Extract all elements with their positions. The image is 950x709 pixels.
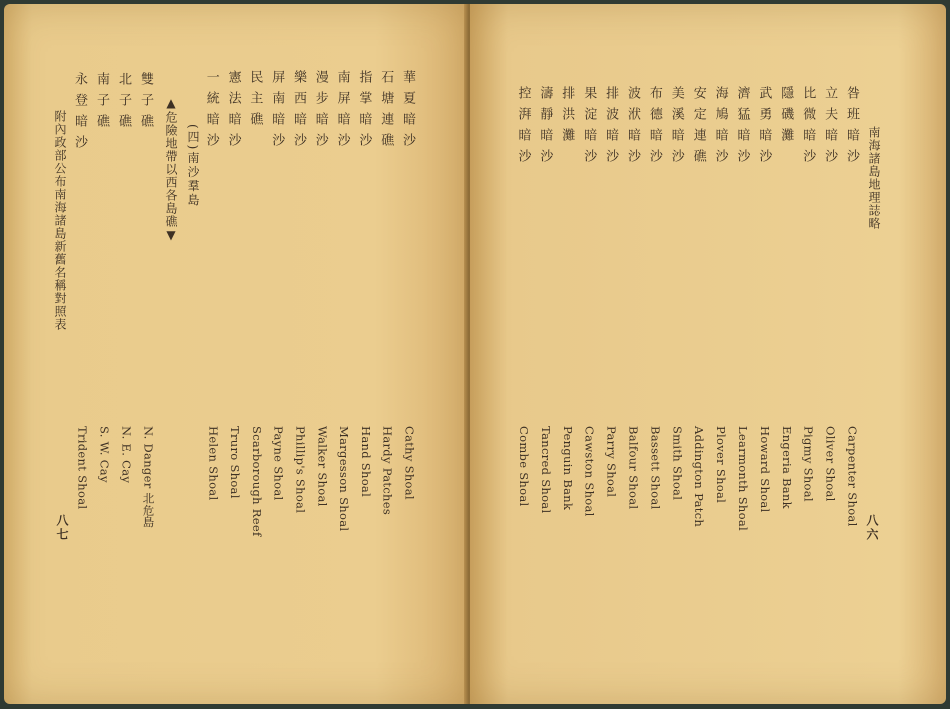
left-en-name-b-1: N. Danger 北危島 (141, 426, 156, 528)
right-en-name-7: Plover Shoal (714, 426, 729, 504)
right-cjk-name-16: 控湃暗沙 (515, 86, 531, 170)
left-cjk-name-7: 屏南暗沙 (269, 70, 285, 154)
left-cjk-name-5: 漫步暗沙 (312, 70, 328, 154)
right-en-name-4: Engeria Bank (779, 426, 794, 509)
left-en-name-1: Cathy Shoal (402, 426, 417, 500)
right-cjk-name-14: 排洪灘 (559, 86, 575, 149)
left-cjk-name-b-4: 永登暗沙 (72, 72, 87, 156)
right-cjk-name-13: 果淀暗沙 (581, 86, 597, 170)
right-cjk-name-15: 濤靜暗沙 (537, 86, 553, 170)
left-en-name-8: Scarborough Reef (249, 426, 264, 537)
right-en-name-13: Cawston Shoal (582, 426, 597, 517)
right-cjk-name-7: 海鳩暗沙 (712, 86, 728, 170)
left-cjk-name-2: 石塘連礁 (378, 70, 394, 154)
appendix-title: 附內政部公布南海諸島新舊名稱對照表 (53, 110, 67, 331)
page-number-left: 八七 (55, 514, 69, 542)
danger-zone-heading: ▲危險地帶以西各島礁▼ (164, 96, 178, 243)
left-cjk-name-9: 憲法暗沙 (225, 70, 241, 154)
left-cjk-name-1: 華夏暗沙 (400, 70, 415, 154)
right-en-name-2: Oliver Shoal (823, 426, 838, 502)
left-en-name-2: Hardy Patches (380, 426, 395, 516)
left-en-name-10: Helen Shoal (206, 426, 221, 501)
left-cjk-name-b-1: 雙子礁 (138, 72, 153, 135)
left-cjk-name-6: 樂西暗沙 (291, 70, 306, 154)
left-cjk-name-4: 南屏暗沙 (334, 70, 350, 154)
right-en-name-12: Parry Shoal (604, 426, 619, 498)
page-number-right: 八六 (865, 514, 879, 542)
right-en-name-10: Bassett Shoal (648, 426, 663, 510)
right-cjk-name-5: 武勇暗沙 (756, 86, 772, 170)
right-en-name-6: Learmonth Shoal (736, 426, 750, 531)
right-cjk-name-12: 排波暗沙 (603, 86, 619, 170)
left-en-name-4: Margesson Shoal (337, 426, 352, 532)
right-en-name-9: Smith Shoal (670, 426, 685, 501)
left-cjk-name-10: 一統暗沙 (203, 70, 219, 154)
right-cjk-name-4: 隱磯灘 (778, 86, 794, 149)
left-en-name-6: Phillip's Shoal (293, 426, 308, 514)
left-cjk-name-3: 指掌暗沙 (356, 70, 372, 154)
right-en-name-5: Howard Shoal (757, 426, 772, 513)
left-en-name-b-4: Trident Shoal (75, 426, 90, 510)
right-cjk-name-10: 布德暗沙 (646, 86, 662, 170)
left-en-name-5: Walker Shoal (315, 426, 330, 507)
right-en-name-16: Combe Shoal (517, 426, 531, 507)
right-en-name-15: Tancred Shoal (538, 426, 553, 514)
right-cjk-name-8: 安定連礁 (690, 86, 706, 170)
left-en-name-b-2: N. E. Cay (119, 426, 134, 484)
right-cjk-name-11: 波洑暗沙 (625, 86, 640, 170)
right-cjk-name-3: 比微暗沙 (800, 86, 816, 170)
left-cjk-name-8: 民主礁 (247, 70, 263, 133)
right-cjk-name-2: 立夫暗沙 (822, 86, 838, 170)
right-en-name-1: Carpenter Shoal (845, 426, 860, 527)
left-cjk-name-b-3: 南子礁 (94, 72, 109, 135)
left-en-name-7: Payne Shoal (271, 426, 286, 501)
left-en-name-3: Hand Shoal (358, 426, 373, 498)
right-en-name-11: Balfour Shoal (626, 426, 641, 510)
running-header: 南海諸島地理誌略 (867, 126, 881, 230)
left-cjk-name-b-2: 北子礁 (116, 72, 131, 135)
section-heading: (四)南沙羣島 (186, 124, 200, 208)
left-en-name-b-3: S. W. Cay (97, 426, 112, 483)
left-en-name-9: Truro Shoal (228, 426, 243, 499)
right-cjk-name-1: 咎班暗沙 (844, 86, 859, 170)
right-cjk-name-9: 美溪暗沙 (668, 86, 684, 170)
right-en-name-14: Penguin Bank (560, 426, 575, 511)
right-en-name-3: Pigmy Shoal (801, 426, 816, 502)
right-cjk-name-6: 濟猛暗沙 (734, 86, 750, 170)
right-en-name-8: Addington Patch (692, 426, 707, 528)
